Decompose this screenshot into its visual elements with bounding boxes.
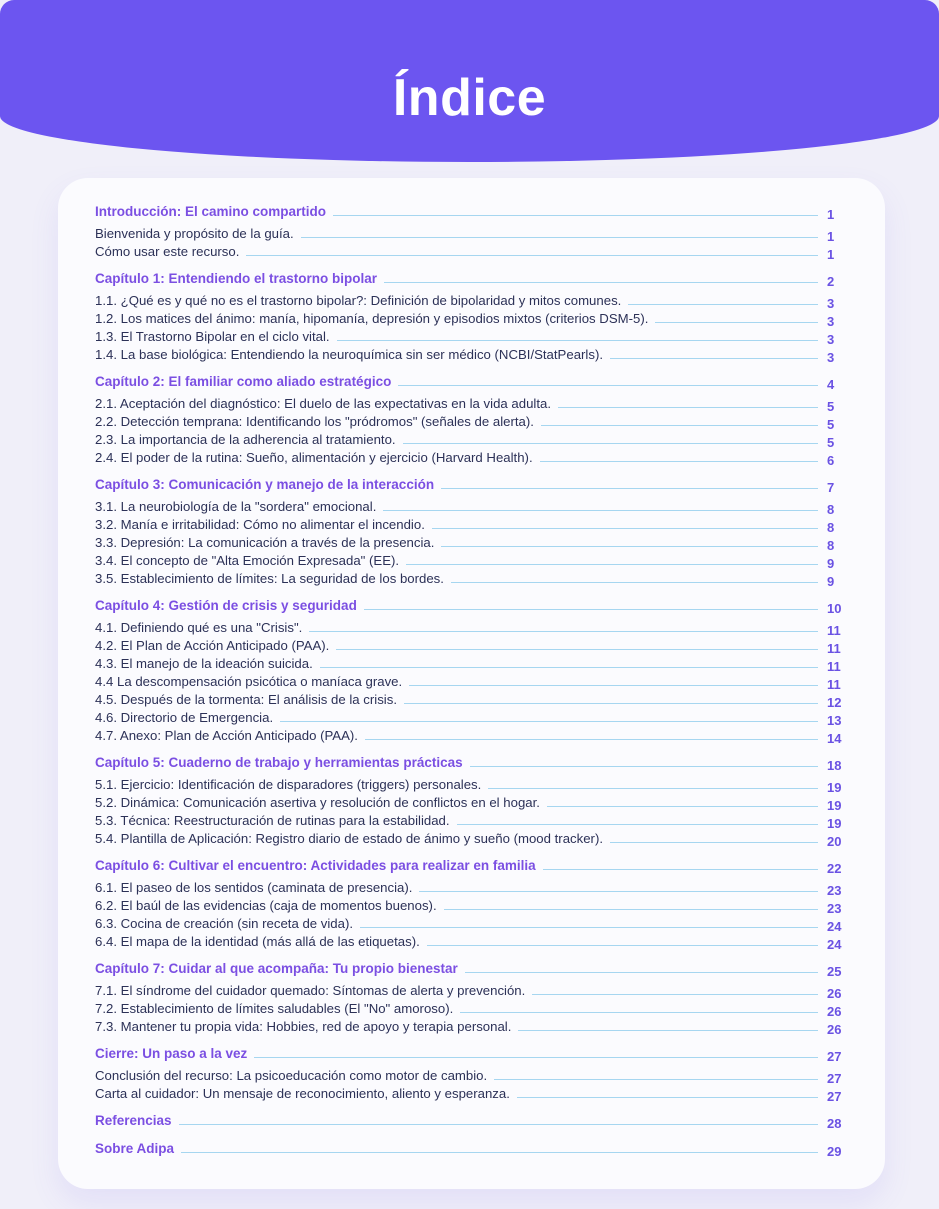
page-number: 20 xyxy=(827,833,842,849)
leader-line xyxy=(547,806,818,807)
page-number: 27 xyxy=(827,1049,842,1064)
section-title: Cierre: Un paso a la vez xyxy=(95,1046,248,1061)
leader-line xyxy=(432,528,818,529)
section-title: Referencias xyxy=(95,1113,172,1128)
page-number: 26 xyxy=(827,1003,842,1019)
leader-line xyxy=(409,685,818,686)
toc-item-row[interactable] xyxy=(95,932,845,950)
toc-item-row[interactable] xyxy=(95,394,845,412)
entry-label: 7.3. Mantener tu propia vida: Hobbies, red de apoyo y terapia personal. xyxy=(95,1018,512,1034)
entry-label: 3.3. Depresión: La comunicación a través de la presencia. xyxy=(95,534,435,550)
leader-line xyxy=(558,407,818,408)
toc-item-row[interactable] xyxy=(95,981,845,999)
entry-label: 2.1. Aceptación del diagnóstico: El duelo de las expectativas en la vida adulta. xyxy=(95,395,552,411)
toc-item-row[interactable] xyxy=(95,708,845,726)
page-number: 5 xyxy=(827,434,835,450)
leader-line xyxy=(532,994,818,995)
entry-label: Carta al cuidador: Un mensaje de reconocimiento, aliento y esperanza. xyxy=(95,1085,510,1101)
entry-label: 3.5. Establecimiento de límites: La seguridad de los bordes. xyxy=(95,570,444,586)
toc-card xyxy=(58,178,885,1189)
page-number: 29 xyxy=(827,1144,842,1159)
leader-line xyxy=(383,510,818,511)
toc-heading-row[interactable] xyxy=(95,1111,845,1130)
page-number: 1 xyxy=(827,207,835,222)
toc-item-row[interactable] xyxy=(95,793,845,811)
page-number: 27 xyxy=(827,1088,842,1104)
section-title: Introducción: El camino compartido xyxy=(95,204,327,219)
entry-label: Bienvenida y propósito de la guía. xyxy=(95,225,294,241)
page-number: 2 xyxy=(827,274,835,289)
leader-line xyxy=(398,385,818,386)
toc-item-row[interactable] xyxy=(95,412,845,430)
toc-heading-row[interactable] xyxy=(95,1044,845,1063)
entry-label: 2.4. El poder de la rutina: Sueño, alimentación y ejercicio (Harvard Health). xyxy=(95,449,533,465)
page-number: 11 xyxy=(827,622,841,638)
toc-item-row[interactable] xyxy=(95,224,845,242)
page-number: 3 xyxy=(827,313,835,329)
page-number: 10 xyxy=(827,601,842,616)
page-number: 5 xyxy=(827,416,835,432)
page-number: 6 xyxy=(827,452,835,468)
leader-line xyxy=(610,358,818,359)
leader-line xyxy=(460,1012,818,1013)
entry-label: 1.2. Los matices del ánimo: manía, hipomanía, depresión y episodios mixtos (criterios DSM-5). xyxy=(95,310,649,326)
leader-line xyxy=(540,461,818,462)
leader-line xyxy=(406,564,818,565)
toc-heading-row[interactable] xyxy=(95,1139,845,1158)
leader-line xyxy=(543,869,818,870)
toc-item-row[interactable] xyxy=(95,242,845,260)
entry-label: 6.3. Cocina de creación (sin receta de vida). xyxy=(95,915,354,931)
toc-item-row[interactable] xyxy=(95,430,845,448)
toc-item-row[interactable] xyxy=(95,569,845,587)
entry-label: 3.1. La neurobiología de la "sordera" emocional. xyxy=(95,498,377,514)
toc-section xyxy=(95,269,845,363)
page-number: 11 xyxy=(827,658,841,674)
entry-label: 4.2. El Plan de Acción Anticipado (PAA). xyxy=(95,637,330,653)
page-number: 27 xyxy=(827,1070,842,1086)
leader-line xyxy=(610,842,818,843)
entry-label: 7.2. Establecimiento de límites saludables (El "No" amoroso). xyxy=(95,1000,454,1016)
page-number: 12 xyxy=(827,694,842,710)
page-number: 19 xyxy=(827,815,842,831)
toc-item-row[interactable] xyxy=(95,1017,845,1035)
page-number: 28 xyxy=(827,1116,842,1131)
page-number: 19 xyxy=(827,779,842,795)
toc-item-row[interactable] xyxy=(95,533,845,551)
entry-label: 3.2. Manía e irritabilidad: Cómo no alimentar el incendio. xyxy=(95,516,425,532)
leader-line xyxy=(419,891,818,892)
entry-label: 4.4 La descompensación psicótica o maníaca grave. xyxy=(95,673,403,689)
leader-line xyxy=(470,766,818,767)
entry-label: 6.4. El mapa de la identidad (más allá de las etiquetas). xyxy=(95,933,420,949)
toc-section xyxy=(95,856,845,950)
leader-line xyxy=(333,215,818,216)
toc-section xyxy=(95,475,845,587)
leader-line xyxy=(179,1124,818,1125)
toc-heading-row[interactable] xyxy=(95,856,845,875)
toc-heading-row[interactable] xyxy=(95,269,845,288)
page-number: 18 xyxy=(827,758,842,773)
leader-line xyxy=(360,927,818,928)
leader-line xyxy=(320,667,818,668)
section-title: Capítulo 6: Cultivar el encuentro: Actividades para realizar en familia xyxy=(95,858,536,873)
header-banner xyxy=(0,0,939,162)
page-number: 7 xyxy=(827,480,835,495)
leader-line xyxy=(465,972,818,973)
leader-line xyxy=(444,909,818,910)
toc-item-row[interactable] xyxy=(95,829,845,847)
page-number: 5 xyxy=(827,398,835,414)
toc-item-row[interactable] xyxy=(95,551,845,569)
entry-label: 5.3. Técnica: Reestructuración de rutinas para la estabilidad. xyxy=(95,812,450,828)
page-number: 8 xyxy=(827,519,835,535)
toc-item-row[interactable] xyxy=(95,636,845,654)
section-title: Sobre Adipa xyxy=(95,1141,175,1156)
page-number: 1 xyxy=(827,228,835,244)
toc-section xyxy=(95,596,845,744)
page-number: 23 xyxy=(827,900,842,916)
entry-label: 5.1. Ejercicio: Identificación de disparadores (triggers) personales. xyxy=(95,776,482,792)
toc-item-row[interactable] xyxy=(95,999,845,1017)
entry-label: 4.6. Directorio de Emergencia. xyxy=(95,709,274,725)
toc-heading-row[interactable] xyxy=(95,202,845,221)
leader-line xyxy=(404,703,818,704)
toc-section xyxy=(95,202,845,260)
leader-line xyxy=(403,443,818,444)
toc-item-row[interactable] xyxy=(95,1084,845,1102)
leader-line xyxy=(541,425,818,426)
page-number: 3 xyxy=(827,331,835,347)
leader-line xyxy=(655,322,818,323)
entry-label: 1.3. El Trastorno Bipolar en el ciclo vital. xyxy=(95,328,330,344)
leader-line xyxy=(441,488,818,489)
entry-label: 6.1. El paseo de los sentidos (caminata de presencia). xyxy=(95,879,413,895)
toc-heading-row[interactable] xyxy=(95,959,845,978)
page-number: 8 xyxy=(827,501,835,517)
toc-item-row[interactable] xyxy=(95,309,845,327)
leader-line xyxy=(384,282,818,283)
page-number: 23 xyxy=(827,882,842,898)
page-number: 24 xyxy=(827,936,842,952)
page-number: 8 xyxy=(827,537,835,553)
page-number: 1 xyxy=(827,246,835,262)
page-number: 19 xyxy=(827,797,842,813)
toc-item-row[interactable] xyxy=(95,654,845,672)
toc-section xyxy=(95,372,845,466)
toc-heading-row[interactable] xyxy=(95,372,845,391)
leader-line xyxy=(451,582,818,583)
leader-line xyxy=(517,1097,818,1098)
toc-item-row[interactable] xyxy=(95,448,845,466)
page-number: 3 xyxy=(827,349,835,365)
entry-label: 5.4. Plantilla de Aplicación: Registro diario de estado de ánimo y sueño (mood tracker). xyxy=(95,830,603,846)
toc-section xyxy=(95,1044,845,1102)
leader-line xyxy=(488,788,818,789)
entry-label: 6.2. El baúl de las evidencias (caja de momentos buenos). xyxy=(95,897,437,913)
section-title: Capítulo 5: Cuaderno de trabajo y herramientas prácticas xyxy=(95,755,463,770)
entry-label: 4.7. Anexo: Plan de Acción Anticipado (PAA). xyxy=(95,727,358,743)
entry-label: 4.5. Después de la tormenta: El análisis de la crisis. xyxy=(95,691,397,707)
toc-section xyxy=(95,753,845,847)
leader-line xyxy=(254,1057,818,1058)
toc-item-row[interactable] xyxy=(95,811,845,829)
page-number: 4 xyxy=(827,377,835,392)
leader-line xyxy=(337,340,818,341)
entry-label: Cómo usar este recurso. xyxy=(95,243,240,259)
leader-line xyxy=(181,1152,818,1153)
leader-line xyxy=(364,609,818,610)
entry-label: 1.4. La base biológica: Entendiendo la neuroquímica sin ser médico (NCBI/StatPearls). xyxy=(95,346,603,362)
entry-label: 4.3. El manejo de la ideación suicida. xyxy=(95,655,313,671)
toc-item-row[interactable] xyxy=(95,878,845,896)
section-title: Capítulo 2: El familiar como aliado estratégico xyxy=(95,374,392,389)
page-number: 26 xyxy=(827,1021,842,1037)
entry-label: 2.3. La importancia de la adherencia al tratamiento. xyxy=(95,431,396,447)
toc-item-row[interactable] xyxy=(95,690,845,708)
toc-heading-row[interactable] xyxy=(95,753,845,772)
toc-item-row[interactable] xyxy=(95,726,845,744)
section-title: Capítulo 7: Cuidar al que acompaña: Tu propio bienestar xyxy=(95,961,458,976)
leader-line xyxy=(336,649,818,650)
toc-item-row[interactable] xyxy=(95,515,845,533)
leader-line xyxy=(301,237,818,238)
entry-label: 4.1. Definiendo qué es una "Crisis". xyxy=(95,619,303,635)
section-title: Capítulo 4: Gestión de crisis y seguridad xyxy=(95,598,357,613)
leader-line xyxy=(246,255,818,256)
page-number: 11 xyxy=(827,640,841,656)
leader-line xyxy=(309,631,818,632)
page-number: 13 xyxy=(827,712,842,728)
toc-heading-row[interactable] xyxy=(95,596,845,615)
entry-label: 7.1. El síndrome del cuidador quemado: Síntomas de alerta y prevención. xyxy=(95,982,526,998)
leader-line xyxy=(441,546,818,547)
toc-item-row[interactable] xyxy=(95,327,845,345)
page-number: 14 xyxy=(827,730,842,746)
toc-section xyxy=(95,1111,845,1130)
page-number: 9 xyxy=(827,573,835,589)
section-title: Capítulo 3: Comunicación y manejo de la interacción xyxy=(95,477,435,492)
leader-line xyxy=(628,304,818,305)
toc-heading-row[interactable] xyxy=(95,475,845,494)
page-number: 26 xyxy=(827,985,842,1001)
leader-line xyxy=(427,945,818,946)
page-number: 22 xyxy=(827,861,842,876)
page-number: 9 xyxy=(827,555,835,571)
entry-label: 3.4. El concepto de "Alta Emoción Expresada" (EE). xyxy=(95,552,400,568)
leader-line xyxy=(457,824,818,825)
toc-item-row[interactable] xyxy=(95,291,845,309)
page-number: 11 xyxy=(827,676,841,692)
section-title: Capítulo 1: Entendiendo el trastorno bipolar xyxy=(95,271,378,286)
page-number: 25 xyxy=(827,964,842,979)
page-number: 3 xyxy=(827,295,835,311)
toc-section xyxy=(95,959,845,1035)
toc-item-row[interactable] xyxy=(95,896,845,914)
toc-item-row[interactable] xyxy=(95,345,845,363)
entry-label: 5.2. Dinámica: Comunicación asertiva y resolución de conflictos en el hogar. xyxy=(95,794,540,810)
toc-section xyxy=(95,1139,845,1158)
page-title: Índice xyxy=(392,69,547,127)
toc-item-row[interactable] xyxy=(95,497,845,515)
leader-line xyxy=(280,721,818,722)
leader-line xyxy=(518,1030,818,1031)
toc-item-row[interactable] xyxy=(95,914,845,932)
toc-item-row[interactable] xyxy=(95,672,845,690)
entry-label: Conclusión del recurso: La psicoeducación como motor de cambio. xyxy=(95,1067,488,1083)
toc-item-row[interactable] xyxy=(95,1066,845,1084)
leader-line xyxy=(494,1079,818,1080)
toc-item-row[interactable] xyxy=(95,618,845,636)
entry-label: 1.1. ¿Qué es y qué no es el trastorno bipolar?: Definición de bipolaridad y mitos comunes. xyxy=(95,292,622,308)
entry-label: 2.2. Detección temprana: Identificando los "pródromos" (señales de alerta). xyxy=(95,413,534,429)
leader-line xyxy=(365,739,818,740)
page-number: 24 xyxy=(827,918,842,934)
toc-item-row[interactable] xyxy=(95,775,845,793)
